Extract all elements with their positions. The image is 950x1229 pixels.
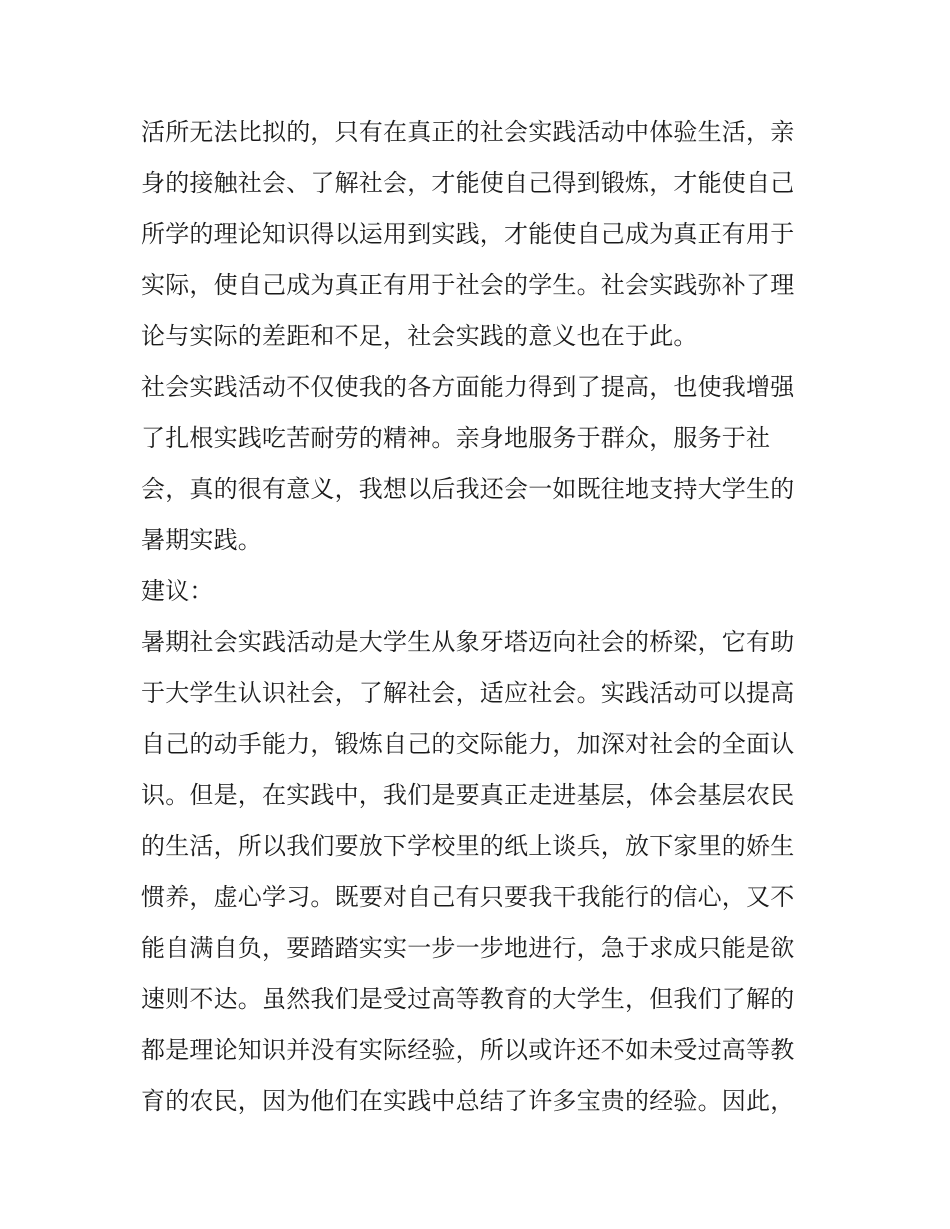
text-line: 论与实际的差距和不足，社会实践的意义也在于此。	[141, 322, 698, 350]
text-line: 速则不达。虽然我们是受过高等教育的大学生，但我们了解的	[141, 985, 795, 1013]
text-line: 所学的理论知识得以运用到实践，才能使自己成为真正有用于	[141, 220, 795, 248]
text-line: 识。但是，在实践中，我们是要真正走进基层，体会基层农民	[141, 781, 795, 809]
text-line: 身的接触社会、了解社会，才能使自己得到锻炼，才能使自己	[141, 169, 795, 197]
text-line: 社会实践活动不仅使我的各方面能力得到了提高，也使我增强	[141, 373, 795, 401]
text-line: 了扎根实践吃苦耐劳的精神。亲身地服务于群众，服务于社	[141, 424, 771, 452]
text-line: 暑期实践。	[141, 526, 262, 554]
text-line: 于大学生认识社会，了解社会，适应社会。实践活动可以提高	[141, 679, 795, 707]
section-heading: 建议：	[141, 577, 214, 605]
text-line: 活所无法比拟的，只有在真正的社会实践活动中体验生活，亲	[141, 118, 795, 146]
text-line: 实际，使自己成为真正有用于社会的学生。社会实践弥补了理	[141, 271, 795, 299]
text-line: 自己的动手能力，锻炼自己的交际能力，加深对社会的全面认	[141, 730, 795, 758]
text-line: 能自满自负，要踏踏实实一步一步地进行，急于求成只能是欲	[141, 934, 795, 962]
text-line: 都是理论知识并没有实际经验，所以或许还不如未受过高等教	[141, 1036, 795, 1064]
text-line: 暑期社会实践活动是大学生从象牙塔迈向社会的桥梁，它有助	[141, 628, 795, 656]
text-line: 育的农民，因为他们在实践中总结了许多宝贵的经验。因此，	[141, 1087, 795, 1115]
text-line: 惯养，虚心学习。既要对自己有只要我干我能行的信心，又不	[141, 883, 795, 911]
text-line: 会，真的很有意义，我想以后我还会一如既往地支持大学生的	[141, 475, 795, 503]
document-body	[141, 107, 821, 1127]
text-line: 的生活，所以我们要放下学校里的纸上谈兵，放下家里的娇生	[141, 832, 795, 860]
